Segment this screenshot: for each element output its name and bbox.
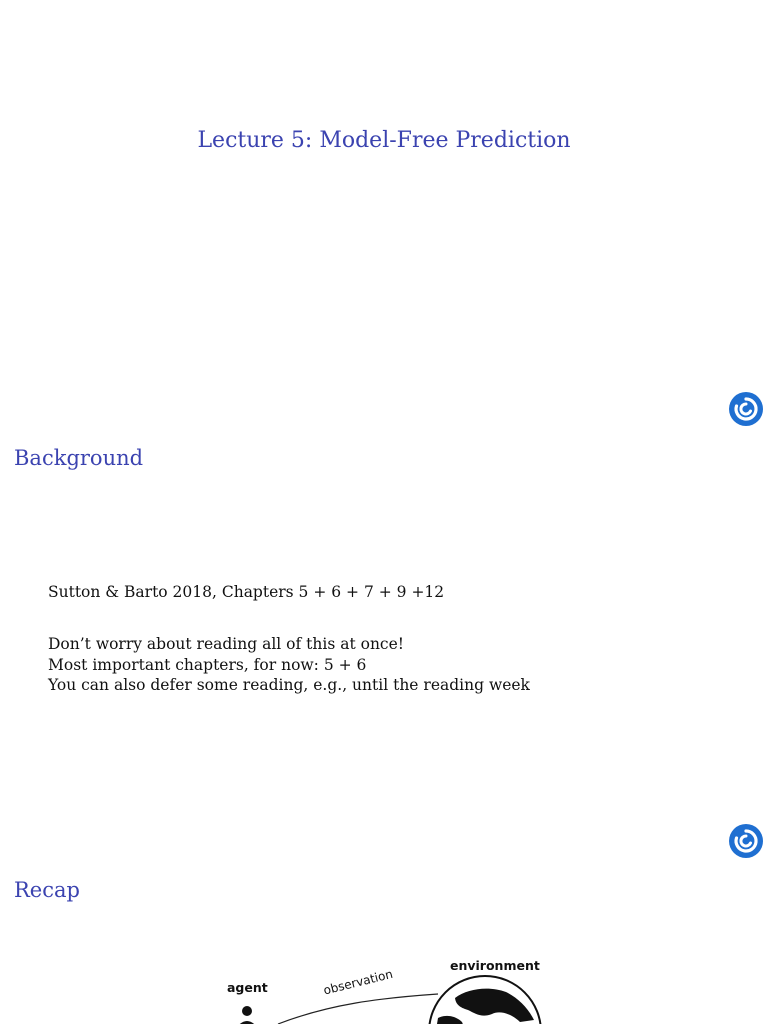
note-line: You can also defer some reading, e.g., until the reading week <box>48 676 530 694</box>
title-slide <box>0 0 768 432</box>
earth-globe-icon <box>429 976 541 1024</box>
background-slide <box>0 432 768 864</box>
note-line: Don’t worry about reading all of this at once! <box>48 635 405 653</box>
lecture-title: Lecture 5: Model-Free Prediction <box>197 128 571 153</box>
frame-title-recap: Recap <box>14 878 80 902</box>
deepmind-logo-icon <box>729 824 763 858</box>
environment-label: environment <box>450 958 540 973</box>
recap-slide <box>0 864 768 1024</box>
frame-title-background: Background <box>14 446 144 470</box>
agent-environment-diagram <box>200 952 560 1024</box>
reading-notes <box>48 634 530 696</box>
agent-label: agent <box>227 980 268 995</box>
deepmind-logo-icon <box>729 392 763 426</box>
diagram-graphics <box>200 952 560 1024</box>
note-line: Most important chapters, for now: 5 + 6 <box>48 655 367 674</box>
reading-reference: Sutton & Barto 2018, Chapters 5 + 6 + 7 + 9 +12 <box>48 583 445 601</box>
agent-person-icon <box>236 1006 258 1024</box>
observation-arrow <box>278 994 438 1024</box>
observation-label: observation <box>322 966 395 998</box>
